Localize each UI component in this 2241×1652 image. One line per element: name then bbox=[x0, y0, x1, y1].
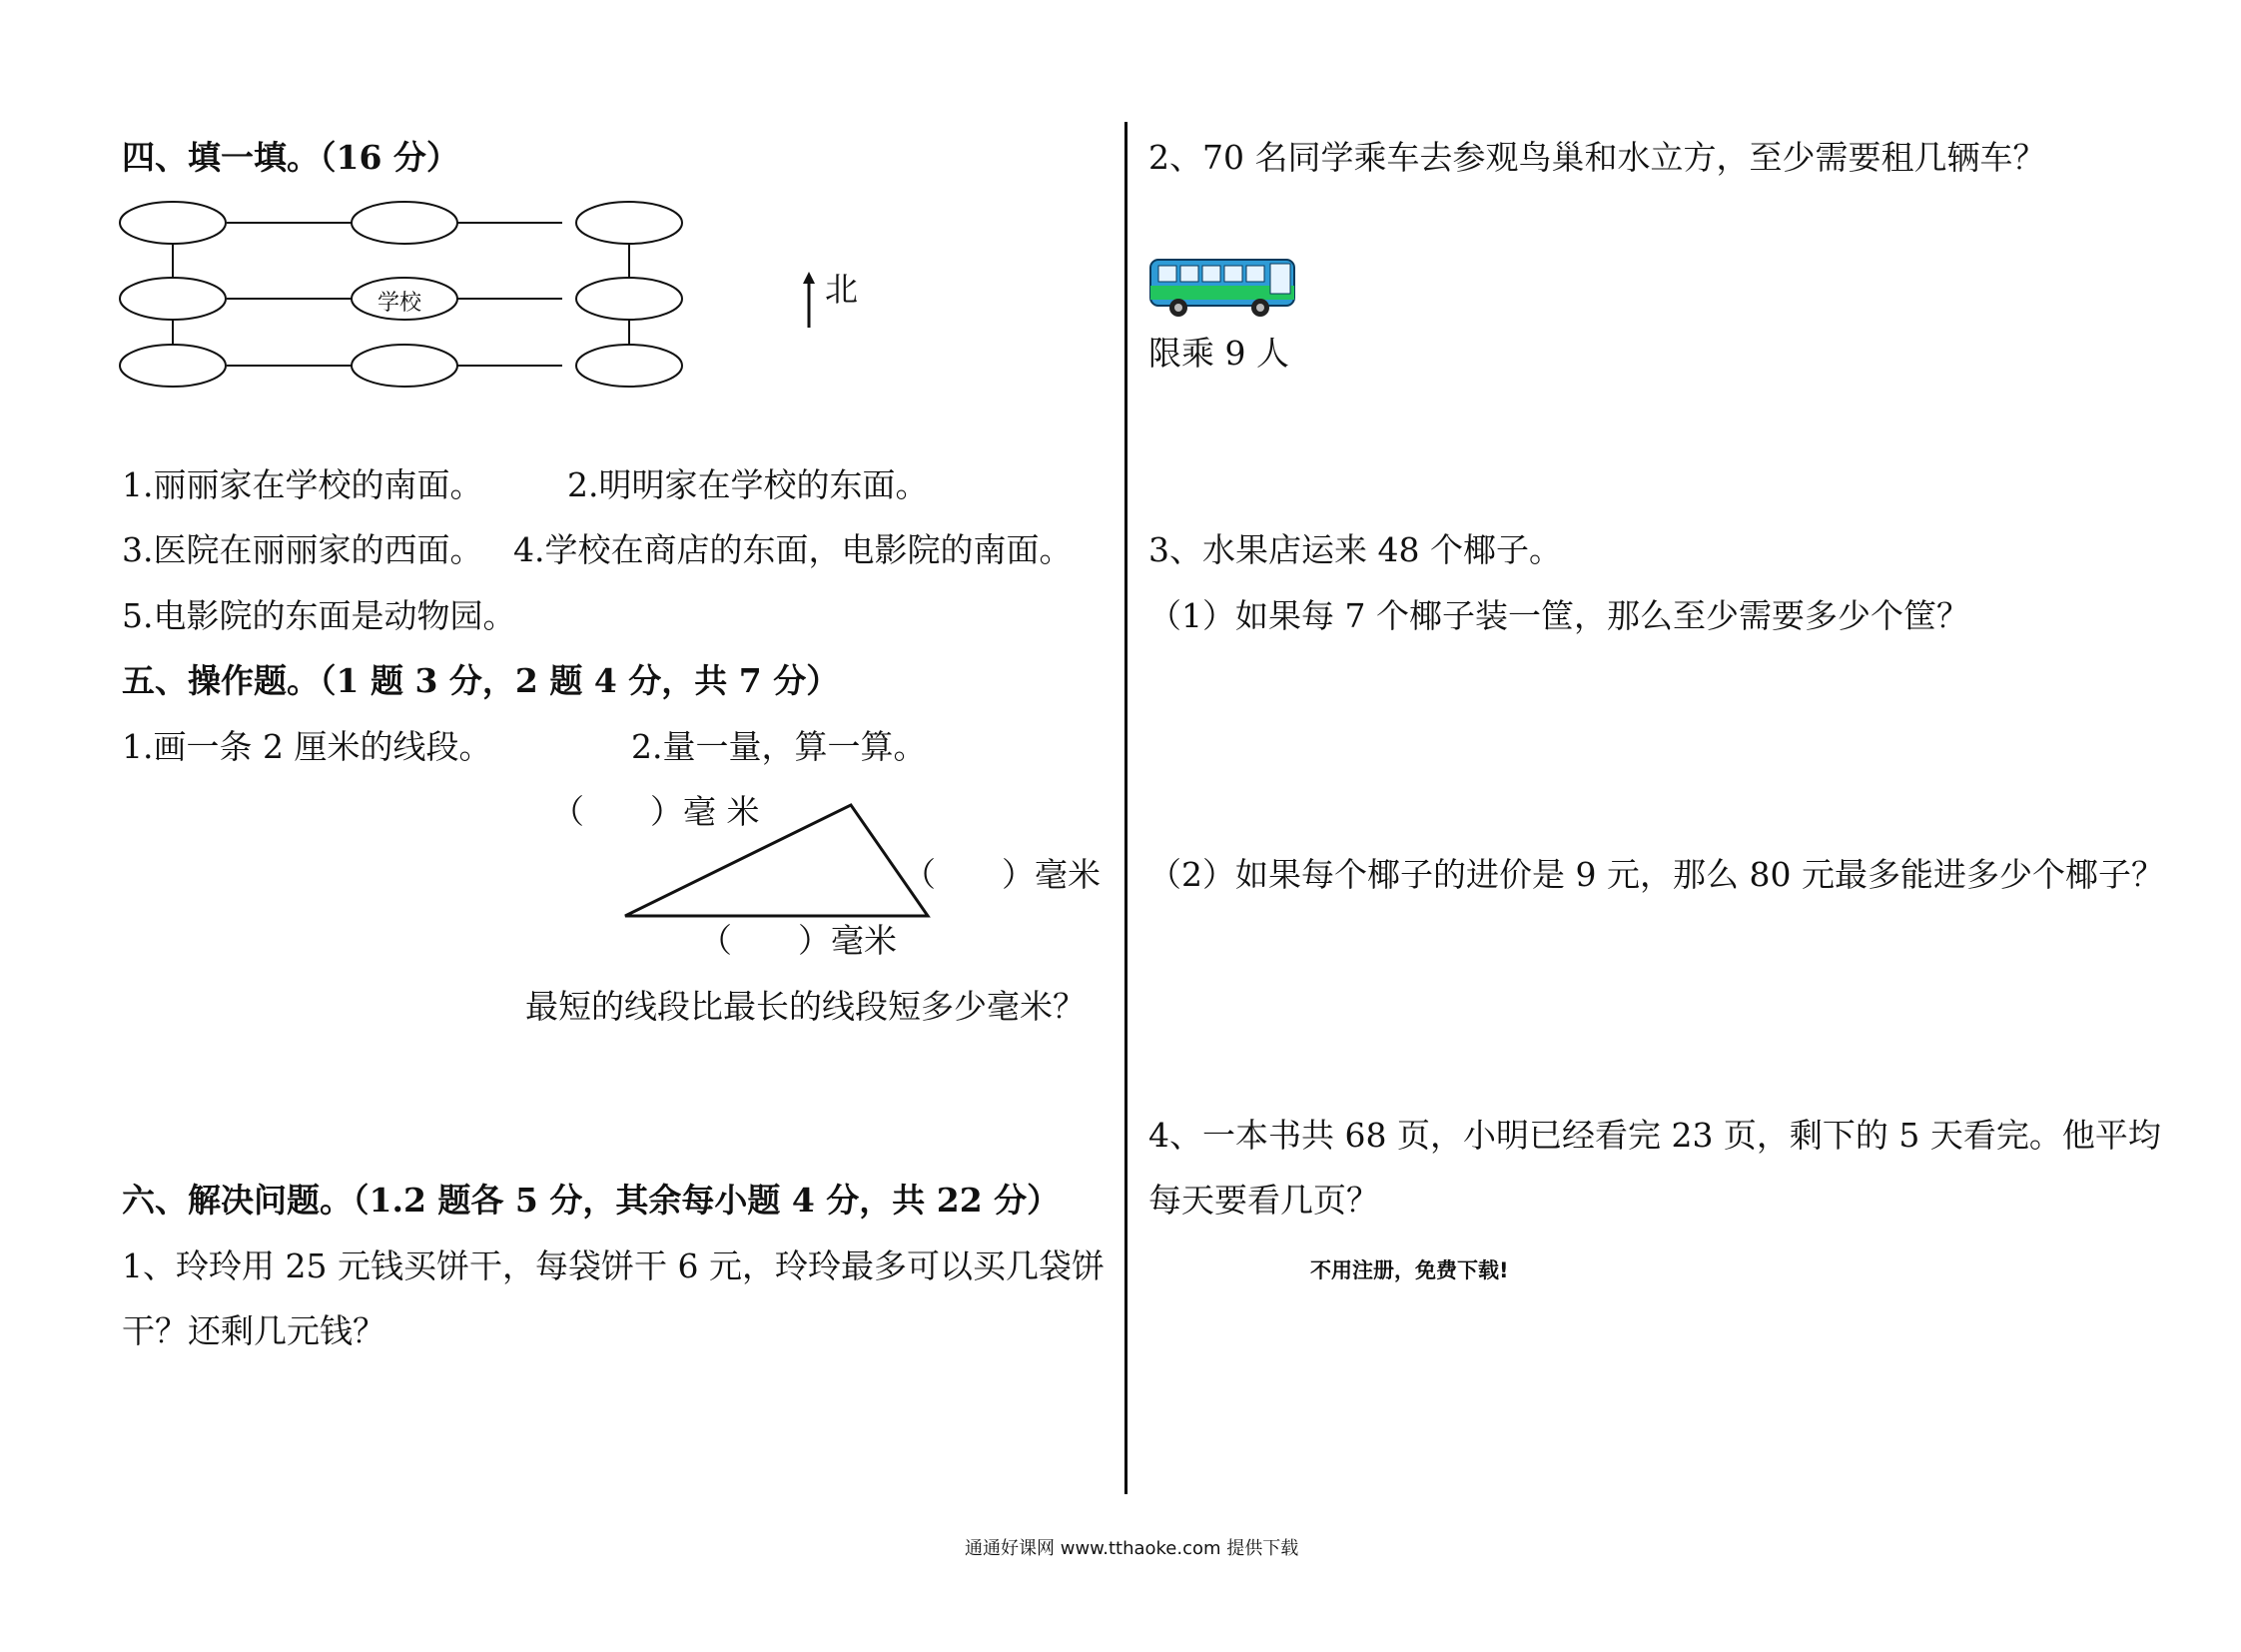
triangle-label-bottom: （ ）毫米 bbox=[699, 921, 897, 960]
download-note: 不用注册，免费下载! bbox=[1310, 1258, 1509, 1282]
north-arrow-icon bbox=[799, 272, 819, 330]
bus-caption: 限乘 9 人 bbox=[1148, 334, 1289, 373]
right-q3-2: （2）如果每个椰子的进价是 9 元，那么 80 元最多能进多少个椰子？ bbox=[1148, 855, 2164, 894]
section6-heading: 六、解决问题。（1.2 题各 5 分，其余每小题 4 分，共 22 分） bbox=[122, 1181, 1061, 1220]
triangle-figure bbox=[619, 799, 939, 924]
section4-item-4: 4.学校在商店的东面，电影院的南面。 bbox=[513, 530, 1073, 569]
page-footer: 通通好课网 www.tthaoke.com 提供下载 bbox=[965, 1538, 1299, 1559]
right-q2: 2、70 名同学乘车去参观鸟巢和水立方，至少需要租几辆车？ bbox=[1148, 138, 2046, 177]
map-node-nw bbox=[120, 202, 226, 244]
section4-heading: 四、填一填。（16 分） bbox=[122, 138, 459, 177]
section6-q1-line1: 1、玲玲用 25 元钱买饼干，每袋饼干 6 元，玲玲最多可以买几袋饼 bbox=[122, 1246, 1105, 1285]
section4-item-3: 3.医院在丽丽家的西面。 bbox=[122, 530, 483, 569]
map-node-ne bbox=[576, 202, 682, 244]
section5-question: 最短的线段比最长的线段短多少毫米？ bbox=[525, 987, 1086, 1026]
section4-item-5: 5.电影院的东面是动物园。 bbox=[122, 596, 516, 635]
map-node-sw bbox=[120, 345, 226, 387]
section5-q2: 2.量一量，算一算。 bbox=[631, 727, 927, 766]
section4-item-2: 2.明明家在学校的东面。 bbox=[567, 465, 929, 504]
column-divider bbox=[1124, 122, 1127, 1494]
north-label: 北 bbox=[825, 270, 858, 309]
right-q3: 3、水果店运来 48 个椰子。 bbox=[1148, 530, 1562, 569]
right-q4-line2: 每天要看几页？ bbox=[1148, 1181, 1379, 1220]
triangle-label-top: （ ）毫 米 bbox=[551, 792, 760, 831]
triangle-label-right: （ ）毫米 bbox=[903, 855, 1101, 894]
section5-q1: 1.画一条 2 厘米的线段。 bbox=[122, 727, 492, 766]
right-q4-line1: 4、一本书共 68 页，小明已经看完 23 页，剩下的 5 天看完。他平均 bbox=[1148, 1116, 2161, 1155]
map-node-s bbox=[352, 345, 457, 387]
map-node-e bbox=[576, 278, 682, 320]
map-node-se bbox=[576, 345, 682, 387]
map-node-n bbox=[352, 202, 457, 244]
map-node-w bbox=[120, 278, 226, 320]
map-school-label: 学校 bbox=[377, 291, 422, 316]
right-q3-1: （1）如果每 7 个椰子装一筐，那么至少需要多少个筐？ bbox=[1148, 596, 1969, 635]
section6-q1-line2: 干？还剩几元钱？ bbox=[122, 1311, 385, 1350]
section4-item-1: 1.丽丽家在学校的南面。 bbox=[122, 465, 483, 504]
bus-icon bbox=[1148, 256, 1298, 318]
section5-heading: 五、操作题。（1 题 3 分，2 题 4 分，共 7 分） bbox=[122, 661, 840, 700]
